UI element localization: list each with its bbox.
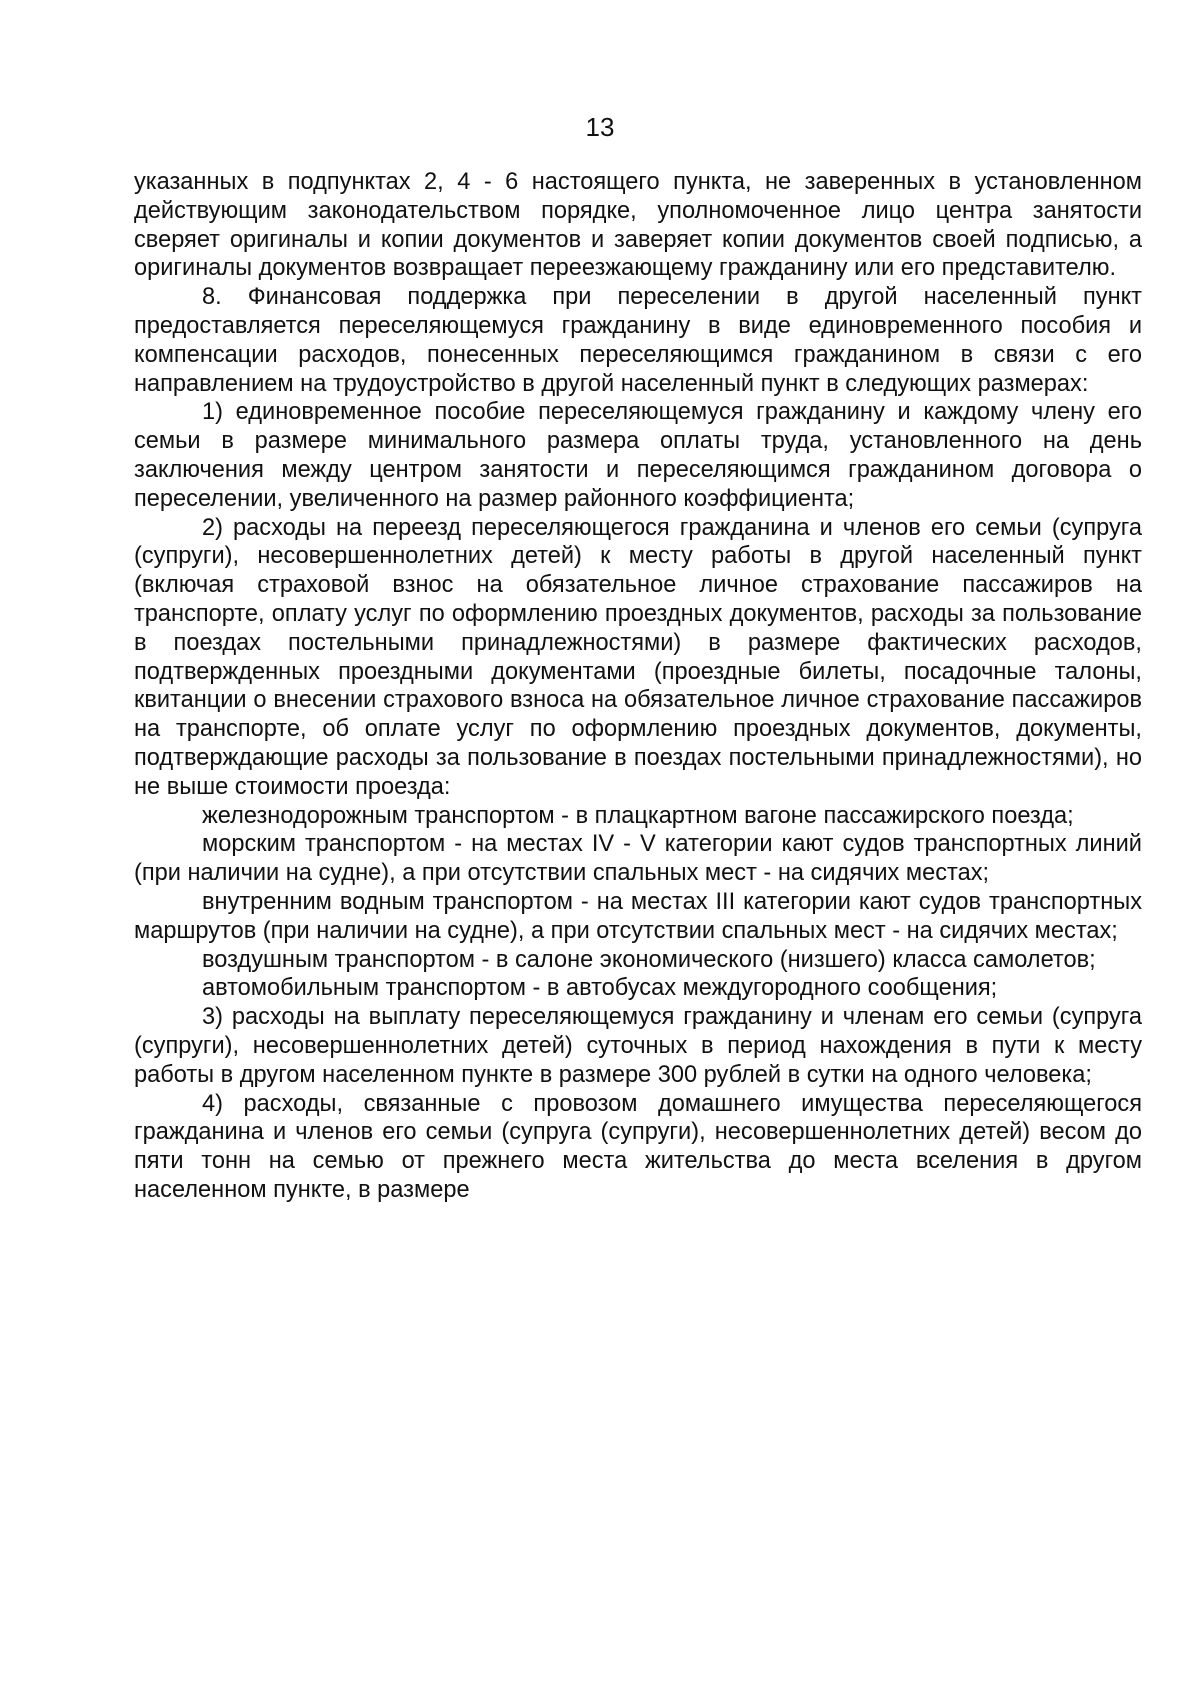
page-number: 13 — [585, 112, 615, 142]
paragraph-subitem-2: 2) расходы на переезд переселяющегося гражданина и членов его семьи (супруга (супруги), несовершеннолетних детей) к месту работы в другой населенный пункт (включая страховой взнос на обязательное личное страхование пассажиров на транспорте, оплату услуг по оформлению проездных документов, расходы за пользование в поездах постельными принадлежностями) в размере фактических расходов, подтвержденных проездными документами (проездные билеты, посадочные талоны, квитанции о внесении страхового взноса на обязательное личное страхование пассажиров на транспорте, об оплате услуг по оформлению проездных документов, документы, подтверждающие расходы за пользование в поездах постельными принадлежностями), но не выше стоимости проезда: — [134, 514, 1142, 800]
paragraph-road-transport: автомобильным транспортом - в автобусах междугородного сообщения; — [202, 975, 998, 1002]
paragraph-subitem-4: 4) расходы, связанные с провозом домашнего имущества переселяющегося гражданина и членов его семьи (супруга (супруги), несовершеннолетних детей) весом до пяти тонн на семью от прежнего места жительства до места вселения в другом населенном пункте, в размере — [134, 1090, 1142, 1203]
paragraph-continuation: указанных в подпунктах 2, 4 - 6 настоящего пункта, не заверенных в установленном действующим законодательством порядке, уполномоченное лицо центра занятости сверяет оригиналы и копии документов и заверяет копии документов своей подписью, а оригиналы документов возвращает переезжающему гражданину или его представителю. — [134, 169, 1142, 282]
paragraph-rail-transport: железнодорожным транспортом - в плацкартном вагоне пассажирского поезда; — [202, 802, 1074, 829]
paragraph-subitem-1: 1) единовременное пособие переселяющемуся гражданину и каждому члену его семьи в размере минимального размера оплаты труда, установленного на день заключения между центром занятости и переселяющимся гражданином договора о переселении, увеличенного на размер районного коэффициента; — [134, 399, 1142, 512]
paragraph-sea-transport: морским транспортом - на местах IV - V категории кают судов транспортных линий (при наличии на судне), а при отсутствии спальных мест - на сидячих местах; — [134, 831, 1142, 887]
paragraph-air-transport: воздушным транспортом - в салоне экономического (низшего) класса самолетов; — [202, 946, 1096, 973]
document-body — [134, 168, 1142, 1205]
paragraph-inland-water-transport: внутренним водным транспортом - на местах III категории кают судов транспортных маршрутов (при наличии на судне), а при отсутствии спальных мест - на сидячих местах; — [134, 888, 1142, 944]
paragraph-subitem-3: 3) расходы на выплату переселяющемуся гражданину и членам его семьи (супруга (супруги), несовершеннолетних детей) суточных в период нахождения в пути к месту работы в другом населенном пункте в размере 300 рублей в сутки на одного человека; — [134, 1004, 1142, 1088]
paragraph-item-8: 8. Финансовая поддержка при переселении в другой населенный пункт предоставляется переселяющемуся гражданину в виде единовременного пособия и компенсации расходов, понесенных переселяющимся гражданином в связи с его направлением на трудоустройство в другой населенный пункт в следующих размерах: — [134, 284, 1142, 397]
